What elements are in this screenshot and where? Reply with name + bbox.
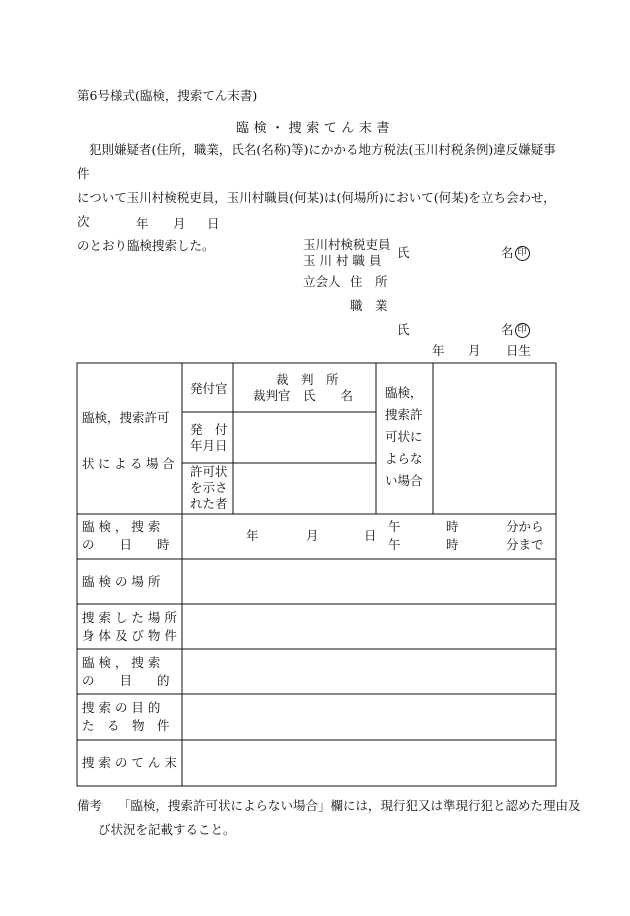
- dt-minute-from: 分から: [506, 519, 544, 534]
- intro-line-1: 犯則嫌疑者(住所，職業，氏名(名称)等)にかかる地方税法(玉川村税条例)違反嫌疑事件: [77, 142, 556, 181]
- searched-label-2: 身 体 及 び 物 件: [82, 628, 177, 643]
- dt-hour-from: 時: [446, 519, 459, 534]
- court-label: 裁 判 所: [276, 372, 339, 387]
- birth-month: 月: [468, 343, 481, 358]
- official-name-label: 氏: [397, 245, 410, 260]
- date-month: 月: [173, 216, 186, 231]
- official-title-1: 玉川村検税吏員: [303, 237, 391, 252]
- intro-line-2: について玉川村検税吏員，玉川村職員(何某)は(何場所)において(何某)を立ち会わせ，次: [77, 190, 556, 229]
- seal-mark: 印: [515, 246, 530, 261]
- intro-line-3: のとおり臨検捜索した。: [77, 238, 215, 253]
- no-warrant-label: [385, 382, 423, 492]
- no-warrant-line-4: よらな: [385, 451, 423, 466]
- no-warrant-line-3: 可状に: [385, 429, 423, 444]
- judge-label: 裁判官 氏 名: [253, 388, 354, 403]
- witness-seal-mark: 印: [515, 323, 530, 338]
- note-line-2: び状況を記載すること。: [98, 822, 236, 837]
- dt-year: 年: [246, 528, 259, 543]
- birth-year: 年: [432, 343, 445, 358]
- datetime-label-1: 臨 検 ， 捜 索: [82, 519, 161, 534]
- place-label: 臨 検 の 場 所: [82, 574, 161, 589]
- shown-label-3: れた者: [190, 496, 228, 511]
- note-label: 備考: [77, 798, 103, 813]
- shown-label-1: 許可状: [190, 464, 228, 479]
- dt-ampm-from: 午: [388, 519, 401, 534]
- witness-name-label: 氏: [397, 322, 410, 337]
- date-day: 日: [207, 216, 220, 231]
- no-warrant-line-5: い場合: [385, 473, 423, 488]
- purpose-label-1: 臨 検 ， 捜 索: [82, 655, 161, 670]
- official-name-label-2: 名 印: [501, 243, 530, 261]
- official-title-2: 玉 川 村 職 員: [303, 253, 382, 268]
- result-label: 捜 索 の て ん 末: [82, 755, 177, 770]
- target-label-2: た る 物 件: [82, 718, 170, 733]
- dt-month: 月: [306, 528, 319, 543]
- dt-minute-to: 分まで: [506, 537, 544, 552]
- witness-address-label: 住 所: [350, 274, 388, 289]
- witness-label: 立会人: [303, 274, 341, 289]
- dt-hour-to: 時: [446, 537, 459, 552]
- dt-ampm-to: 午: [388, 537, 401, 552]
- dt-day: 日: [364, 528, 377, 543]
- note-line-1: 「臨検，捜索許可状によらない場合」欄には，現行犯又は準現行犯と認めた理由及: [118, 798, 581, 813]
- witness-name-label-2: 名 印: [501, 320, 530, 338]
- datetime-label-2: の 日 時: [82, 537, 170, 552]
- issuer-label: 発付官: [190, 381, 228, 396]
- page-title: 臨検・捜索てん末書: [236, 121, 394, 136]
- searched-label-1: 捜 索 し た 場 所: [82, 610, 177, 625]
- birth-day: 日生: [506, 343, 532, 358]
- no-warrant-line-1: 臨検，: [385, 385, 423, 400]
- warrant-case-label-2: 状による場合: [82, 456, 179, 471]
- no-warrant-line-2: 捜索許: [385, 407, 423, 422]
- shown-label-2: を示さ: [190, 480, 228, 495]
- purpose-label-2: の 目 的: [82, 673, 170, 688]
- target-label-1: 捜 索 の 目 的: [82, 700, 161, 715]
- witness-occupation-label: 職 業: [350, 298, 388, 313]
- issue-date-label-1: 発 付: [190, 422, 228, 437]
- date-year: 年: [136, 216, 149, 231]
- issue-date-label-2: 年月日: [190, 438, 228, 453]
- form-number: 第6号様式(臨検，捜索てん末書): [77, 88, 258, 103]
- warrant-case-label-1: 臨検，捜索許可: [82, 410, 170, 425]
